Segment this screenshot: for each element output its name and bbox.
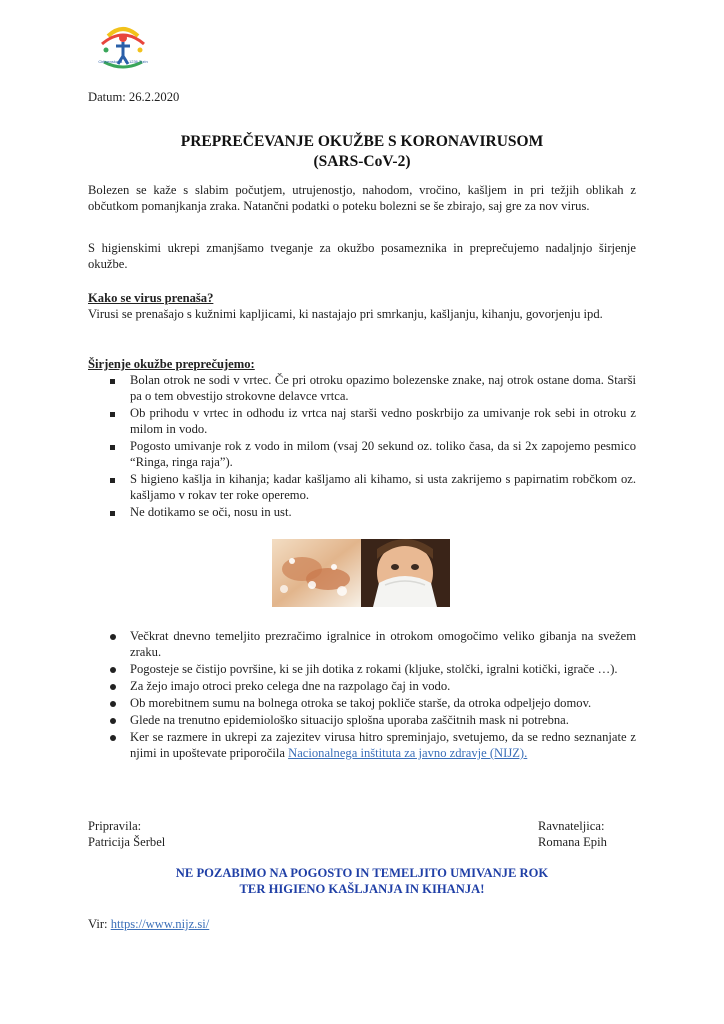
list-item: Ker se razmere in ukrepi za zajezitev virusa hitro spreminjajo, svetujemo, da se redno seznanjate z njimi in upoštevate priporočila Nacionalnega inštituta za javno zdravje (NIJZ).: [88, 729, 636, 761]
principal-name: Romana Epih: [538, 835, 607, 849]
kindergarten-logo: [88, 22, 158, 74]
intro-paragraph-2: S higienskimi ukrepi zmanjšamo tveganje za okužbo posameznika in preprečujemo nadaljnjo širjenje okužbe.: [88, 241, 636, 271]
square-bullet-icon: [110, 412, 115, 417]
document-date: Datum: 26.2.2020: [88, 90, 180, 104]
transmission-section: [88, 290, 636, 322]
measures-list: [88, 628, 636, 762]
round-bullet-icon: [110, 735, 116, 741]
round-bullet-icon: [110, 634, 116, 640]
child-tissue-photo: [361, 539, 450, 607]
source-line: [88, 916, 209, 932]
round-bullet-icon: [110, 667, 116, 673]
round-bullet-icon: [110, 718, 116, 724]
transmission-heading: Kako se virus prenaša?: [88, 291, 214, 305]
list-item: Bolan otrok ne sodi v vrtec. Če pri otroku opazimo bolezenske znake, naj otrok ostane doma. Starši pa o tem obvestijo strokovne delavce vrtca.: [88, 372, 636, 404]
list-item: Ne dotikamo se oči, nosu in ust.: [88, 504, 636, 520]
intro-paragraph-1: Bolezen se kaže s slabim počutjem, utrujenostjo, nahodom, vročino, kašljem in pri težjih oblikah z občutkom pomanjkanja zraka. Natančni podatki o poteku bolezni se še zbirajo, saj gre za nov virus.: [88, 183, 636, 213]
reminder-line-2: TER HIGIENO KAŠLJANJA IN KIHANJA!: [239, 882, 485, 896]
logo-address: Cirkvenska ul. 1, 1236 Trzin: [98, 59, 148, 64]
prepared-by-role: Pripravila:: [88, 819, 142, 833]
round-bullet-icon: [110, 701, 116, 707]
title-line-2: (SARS-CoV-2): [313, 153, 411, 170]
square-bullet-icon: [110, 445, 115, 450]
reminder-line-1: NE POZABIMO NA POGOSTO IN TEMELJITO UMIVANJE ROK: [175, 866, 549, 880]
list-item: Pogosto umivanje rok z vodo in milom (vsaj 20 sekund oz. toliko časa, da si 2x zapojemo pesmico “Ringa, ringa raja”).: [88, 438, 636, 470]
list-item: Ob morebitnem sumu na bolnega otroka se takoj pokliče starše, da otroka odpeljejo domov.: [88, 695, 636, 711]
list-item: Pogosteje se čistijo površine, ki se jih dotika z rokami (kljuke, stolčki, igralni kotički, igrače …).: [88, 661, 636, 677]
list-item: S higieno kašlja in kihanja; kadar kašljamo ali kihamo, si usta zakrijemo s papirnatim robčkom oz. kašljamo v rokav ter roke operemo.: [88, 471, 636, 503]
prevention-heading: [88, 356, 636, 372]
reminder-note: [88, 865, 636, 897]
prevention-list: [88, 372, 636, 521]
principal: [538, 818, 607, 850]
prevention-heading-text: Širjenje okužbe preprečujemo:: [88, 357, 255, 371]
prepared-by: [88, 818, 165, 850]
prepared-by-name: Patricija Šerbel: [88, 835, 166, 849]
nijz-link[interactable]: Nacionalnega inštituta za javno zdravje (NIJZ).: [288, 746, 528, 760]
principal-role: Ravnateljica:: [538, 819, 605, 833]
list-item: Ob prihodu v vrtec in odhodu iz vrtca naj starši vedno poskrbijo za umivanje rok sebi in otroku z milom in vodo.: [88, 405, 636, 437]
source-link[interactable]: https://www.nijz.si/: [110, 917, 210, 931]
list-item: Za žejo imajo otroci preko celega dne na razpolago čaj in vodo.: [88, 678, 636, 694]
square-bullet-icon: [110, 511, 115, 516]
page-title: [88, 132, 636, 172]
transmission-text: Virusi se prenašajo s kužnimi kapljicami, ki nastajajo pri smrkanju, kašljanju, kihanju, govorjenju ipd.: [88, 307, 603, 321]
handwashing-photo: [272, 539, 361, 607]
source-label: Vir:: [88, 917, 111, 931]
list-item: Večkrat dnevno temeljito prezračimo igralnice in otrokom omogočimo veliko gibanja na svežem zraku.: [88, 628, 636, 660]
round-bullet-icon: [110, 684, 116, 690]
title-line-1: PREPREČEVANJE OKUŽBE S KORONAVIRUSOM: [180, 133, 544, 150]
square-bullet-icon: [110, 478, 115, 483]
square-bullet-icon: [110, 379, 115, 384]
list-item: Glede na trenutno epidemiološko situacijo splošna uporaba zaščitnih mask ni potrebna.: [88, 712, 636, 728]
